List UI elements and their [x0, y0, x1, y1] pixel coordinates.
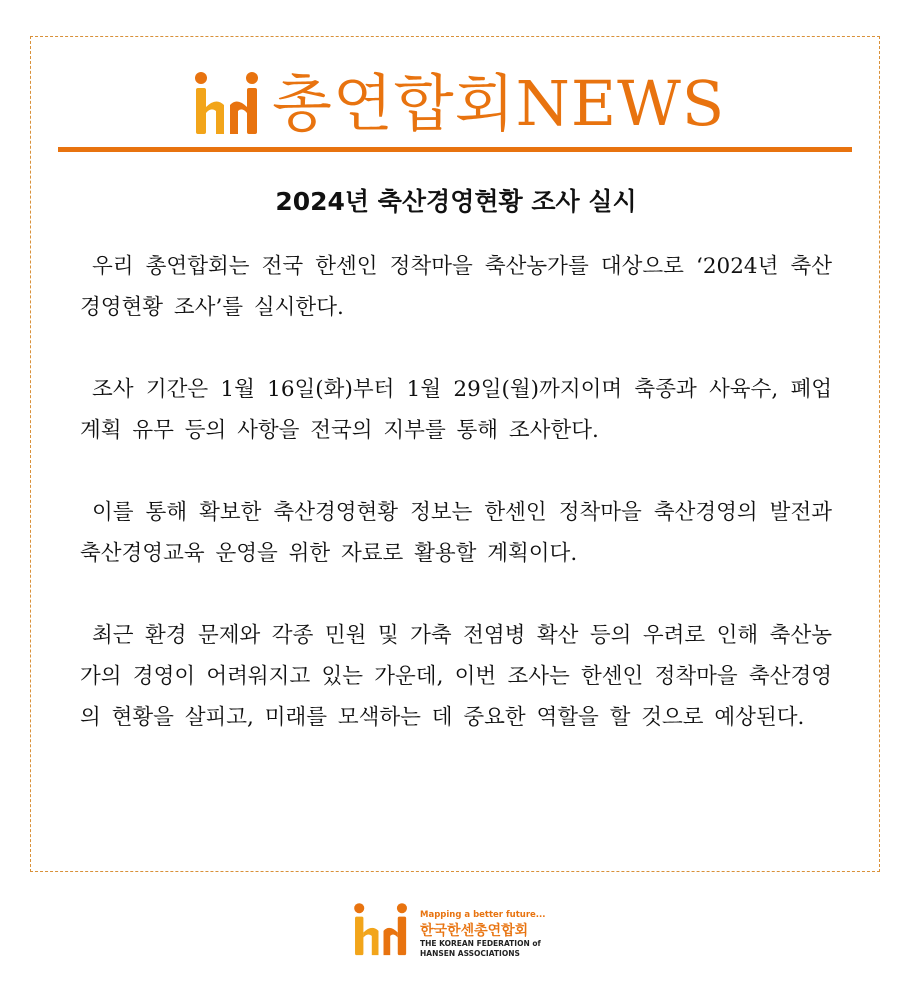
federation-logo-icon [350, 900, 412, 960]
masthead-title: 총연합회NEWS [272, 67, 726, 140]
masthead-divider [58, 147, 852, 152]
article-body [80, 246, 832, 779]
hd-logo-icon [190, 69, 264, 139]
footer-tagline: Mapping a better future... [420, 909, 546, 920]
footer-brand [350, 898, 570, 960]
footer-org-name-en-1: THE KOREAN FEDERATION of [420, 939, 541, 949]
footer-text [420, 910, 545, 960]
masthead [190, 66, 725, 142]
article-paragraph: 이를 통해 확보한 축산경영현황 정보는 한센인 정착마을 축산경영의 발전과 축산경영교육 운영을 위한 자료로 활용할 계획이다. [80, 500, 832, 566]
footer-org-name-kr: 한국한센총연합회 [420, 922, 529, 939]
article-paragraph: 우리 총연합회는 전국 한센인 정착마을 축산농가를 대상으로 ‘2024년 축산경영현황 조사’를 실시한다. [80, 254, 832, 320]
footer-org-name-en-2: HANSEN ASSOCIATIONS [420, 948, 520, 958]
article-paragraph: 최근 환경 문제와 각종 민원 및 가축 전염병 확산 등의 우려로 인해 축산농가의 경영이 어려워지고 있는 가운데, 이번 조사는 한센인 정착마을 축산경영의 현황을 살피고, 미래를 모색하는 데 중요한 역할을 할 것으로 예상된다. [80, 623, 832, 730]
article-paragraph: 조사 기간은 1월 16일(화)부터 1월 29일(월)까지이며 축종과 사육수, 폐업 계획 유무 등의 사항을 전국의 지부를 통해 조사한다. [80, 377, 832, 443]
article-headline: 2024년 축산경영현황 조사 실시 [275, 187, 637, 216]
